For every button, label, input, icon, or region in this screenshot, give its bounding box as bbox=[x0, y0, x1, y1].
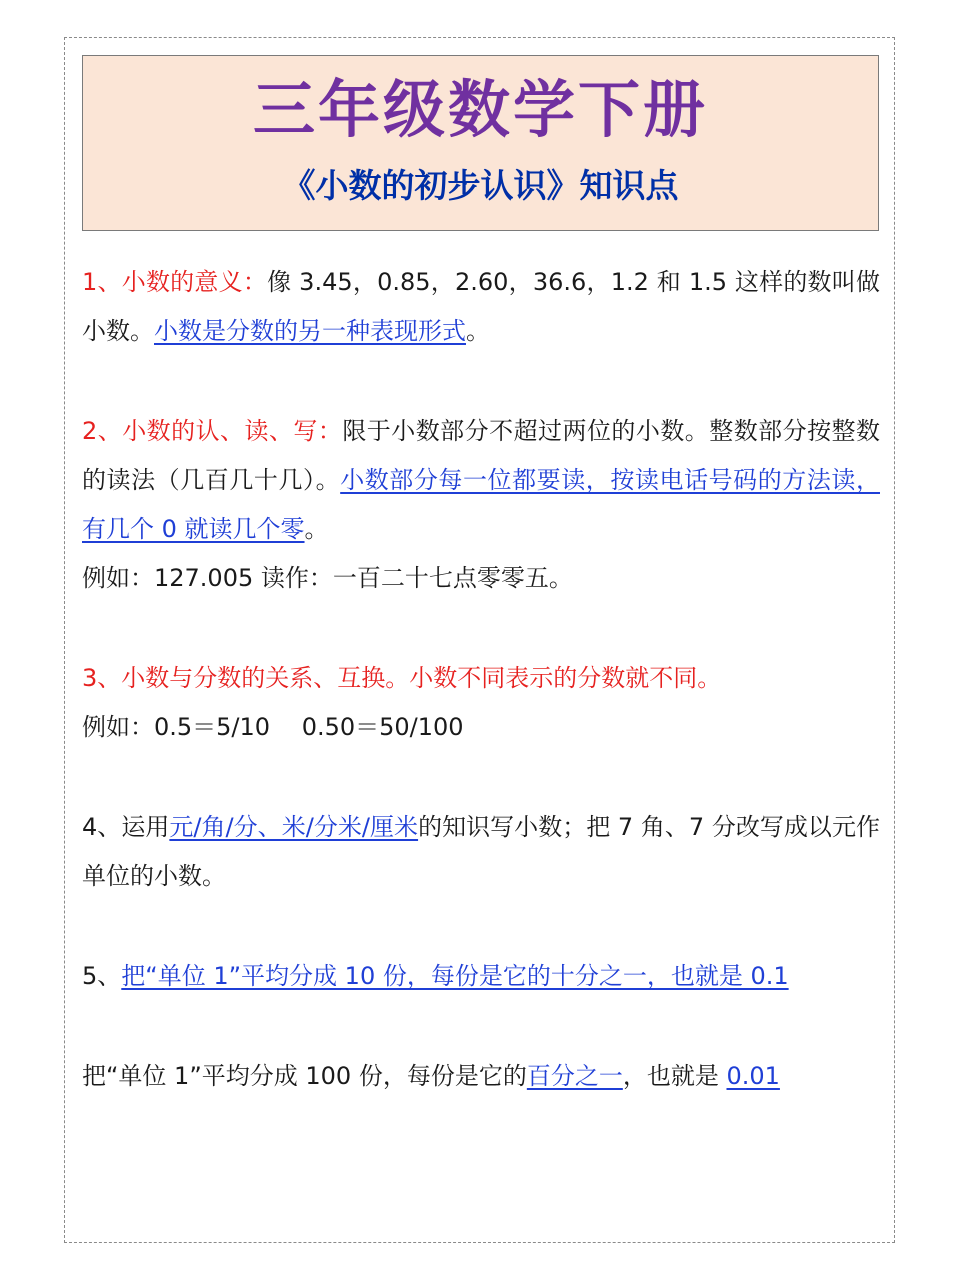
point-2-heading: 2、小数的认、读、写： bbox=[82, 417, 343, 445]
point-2-highlight: 小数部分每一位都要读，按读电话号码的方法读，有几个 0 就读几个零 bbox=[82, 466, 880, 543]
point-2-end: 。 bbox=[304, 515, 329, 543]
point-6-text: 把“单位 1”平均分成 100 份，每份是它的 bbox=[82, 1062, 527, 1090]
header-box bbox=[82, 55, 879, 231]
point-6 bbox=[82, 1052, 880, 1101]
point-6-value: 0.01 bbox=[726, 1062, 780, 1090]
point-6-mid: ，也就是 bbox=[622, 1062, 727, 1090]
point-5-text: 5、 bbox=[82, 962, 122, 990]
point-1-highlight: 小数是分数的另一种表现形式 bbox=[154, 317, 466, 345]
point-3-heading: 3、小数与分数的关系、互换。小数不同表示的分数就不同。 bbox=[82, 664, 722, 692]
point-4 bbox=[82, 803, 880, 901]
point-2-example: 例如：127.005 读作：一百二十七点零零五。 bbox=[82, 564, 573, 592]
point-2-text: 限于小数部分不超过两位的小数。整数部分按整数的读法（几百几十几）。 bbox=[82, 417, 881, 494]
page-subtitle: 《小数的初步认识》知识点 bbox=[282, 166, 679, 205]
point-4-highlight: 元/角/分、米/分米/厘米 bbox=[169, 813, 419, 841]
point-1 bbox=[82, 258, 880, 356]
point-1-heading: 1、小数的意义： bbox=[82, 268, 268, 296]
point-4-text: 4、运用 bbox=[82, 813, 170, 841]
point-6-highlight: 百分之一 bbox=[526, 1062, 623, 1090]
point-1-text: 像 3.45，0.85，2.60，36.6，1.2 和 1.5 这样的数叫做小数。 bbox=[82, 268, 880, 345]
point-4-end: 的知识写小数；把 7 角、7 分改写成以元作单位的小数。 bbox=[82, 813, 880, 890]
point-5-highlight: 把“单位 1”平均分成 10 份，每份是它的十分之一，也就是 0.1 bbox=[121, 962, 789, 990]
point-3-example: 例如：0.5＝5/10 0.50＝50/100 bbox=[82, 713, 464, 741]
content-body bbox=[82, 258, 880, 1101]
page-title: 三年级数学下册 bbox=[252, 73, 708, 146]
point-2 bbox=[82, 407, 880, 554]
point-1-end: 。 bbox=[466, 317, 490, 345]
point-5 bbox=[82, 952, 880, 1001]
